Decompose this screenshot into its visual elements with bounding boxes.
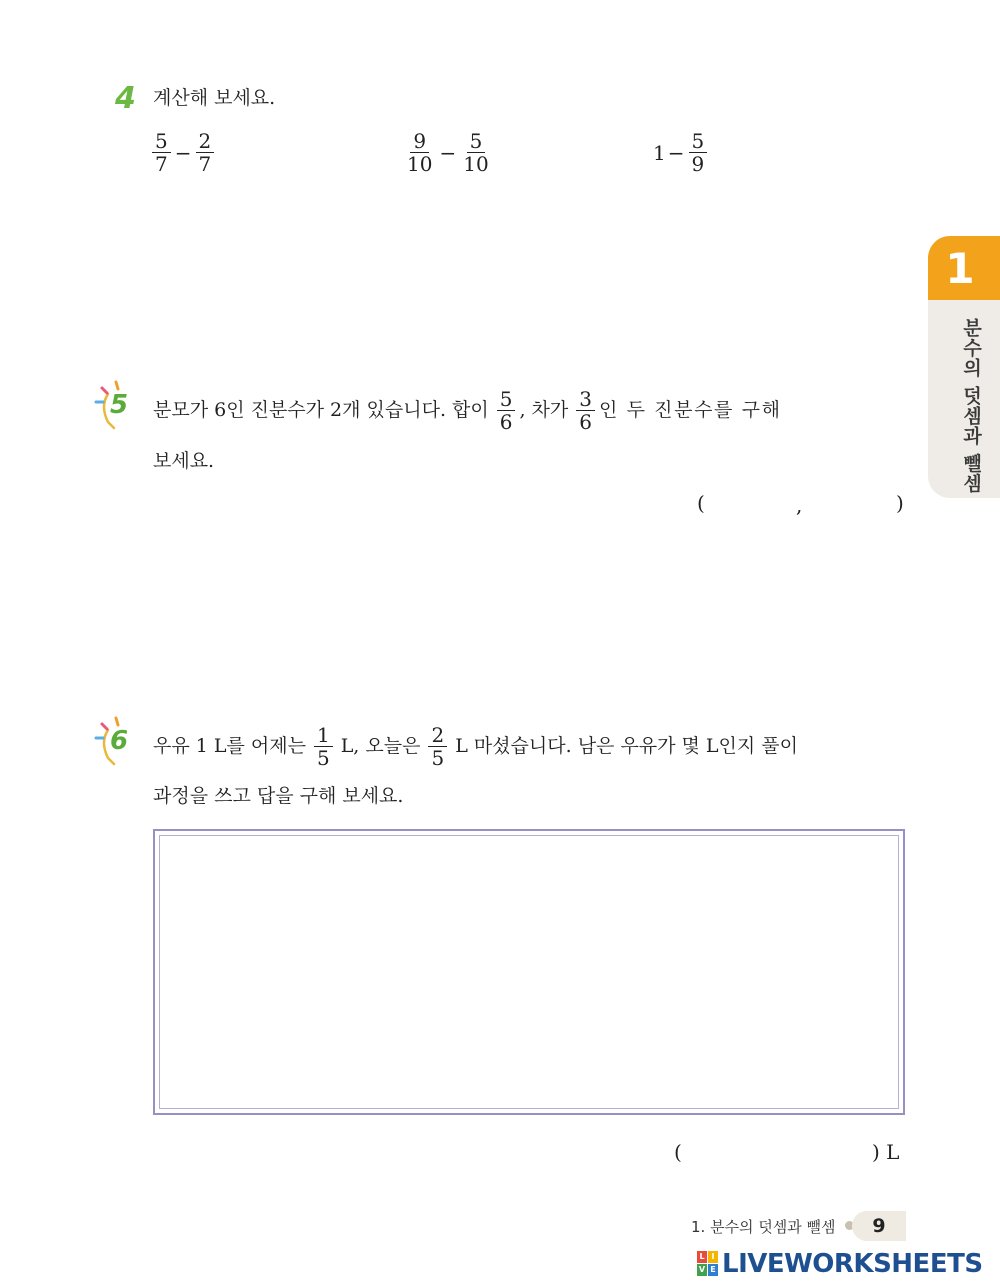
question-5-answer-slot-2[interactable]: [808, 488, 892, 518]
denominator: 10: [407, 152, 433, 176]
question-4-expression-3: [653, 130, 709, 175]
yesterday-fraction: [314, 724, 333, 769]
today-fraction: [428, 724, 447, 769]
numerator: 1: [314, 724, 333, 747]
denominator: 7: [198, 152, 212, 176]
denominator: 5: [316, 745, 330, 770]
question-6-text-a: 우유 1 L를 어제는: [153, 735, 306, 757]
minus-sign: −: [174, 140, 192, 165]
difference-fraction: [576, 388, 595, 433]
question-6-answer-slot[interactable]: [690, 1136, 865, 1166]
question-5-text-a: 분모가 6인 진분수가 2개 있습니다. 합이: [153, 399, 489, 421]
denominator: 9: [691, 152, 705, 176]
denominator: 5: [431, 745, 445, 770]
question-6-text-b: L, 오늘은: [340, 735, 421, 757]
liveworksheets-logo-icon: L I V E: [697, 1251, 719, 1277]
question-6-answer-close: ) L: [872, 1140, 900, 1164]
minus-sign: −: [667, 140, 685, 165]
fraction: [689, 130, 708, 175]
denominator: 10: [463, 152, 489, 176]
question-5-text-c: 인 두 진분수를 구해: [599, 399, 782, 421]
solution-process-box[interactable]: [153, 829, 905, 1115]
liveworksheets-brand: [697, 1249, 983, 1279]
numerator: 5: [497, 388, 516, 411]
question-5-line-2: 보세요.: [153, 450, 215, 472]
question-5-answer-slot-1[interactable]: [712, 488, 792, 518]
question-5-answer-close: ): [896, 491, 904, 515]
solution-process-box-inner: [159, 835, 899, 1109]
chapter-tab-label: 분수의 덧셈과 뺄셈: [960, 318, 982, 494]
question-5-icon: [94, 380, 138, 436]
numerator: 5: [467, 130, 486, 153]
question-5-line-1: [153, 383, 782, 437]
chapter-number: 1: [945, 244, 975, 293]
footer-chapter-title: 1. 분수의 덧셈과 뺄셈: [691, 1218, 836, 1236]
question-6-line-2: 과정을 쓰고 답을 구해 보세요.: [153, 785, 404, 807]
question-5-text-b: , 차가: [519, 399, 569, 421]
fraction: [460, 130, 491, 175]
denominator: 7: [155, 152, 168, 176]
fraction: [404, 130, 435, 175]
question-5-number: 5: [110, 390, 129, 420]
numerator: 5: [152, 130, 171, 153]
fraction: [152, 130, 171, 175]
numerator: 9: [410, 130, 429, 153]
denominator: 6: [579, 409, 592, 434]
question-6-text-c: L 마셨습니다. 남은 우유가 몇 L인지 풀이: [455, 735, 799, 757]
question-6-icon: [94, 716, 138, 772]
numerator: 3: [576, 388, 595, 411]
question-6-line-1: [153, 719, 798, 773]
numerator: 5: [689, 130, 708, 153]
whole-number: 1: [653, 140, 666, 165]
question-5-answer-open: (: [697, 491, 705, 515]
question-6-number: 6: [110, 726, 129, 756]
question-5-answer-comma: ,: [796, 493, 803, 517]
question-4-number: 4: [115, 81, 136, 116]
question-4-expression-2: [402, 130, 494, 175]
page-number: 9: [852, 1211, 906, 1241]
question-4-prompt: 계산해 보세요.: [153, 87, 276, 109]
chapter-tab: [928, 236, 1000, 498]
denominator: 6: [499, 409, 513, 434]
liveworksheets-wordmark: LIVEWORKSHEETS: [722, 1249, 983, 1279]
minus-sign: −: [439, 140, 457, 165]
question-6-answer-open: (: [674, 1140, 682, 1164]
sum-fraction: [497, 388, 516, 433]
question-4-expression-1: [150, 130, 216, 175]
numerator: 2: [428, 724, 447, 747]
fraction: [196, 130, 215, 175]
numerator: 2: [196, 130, 215, 153]
